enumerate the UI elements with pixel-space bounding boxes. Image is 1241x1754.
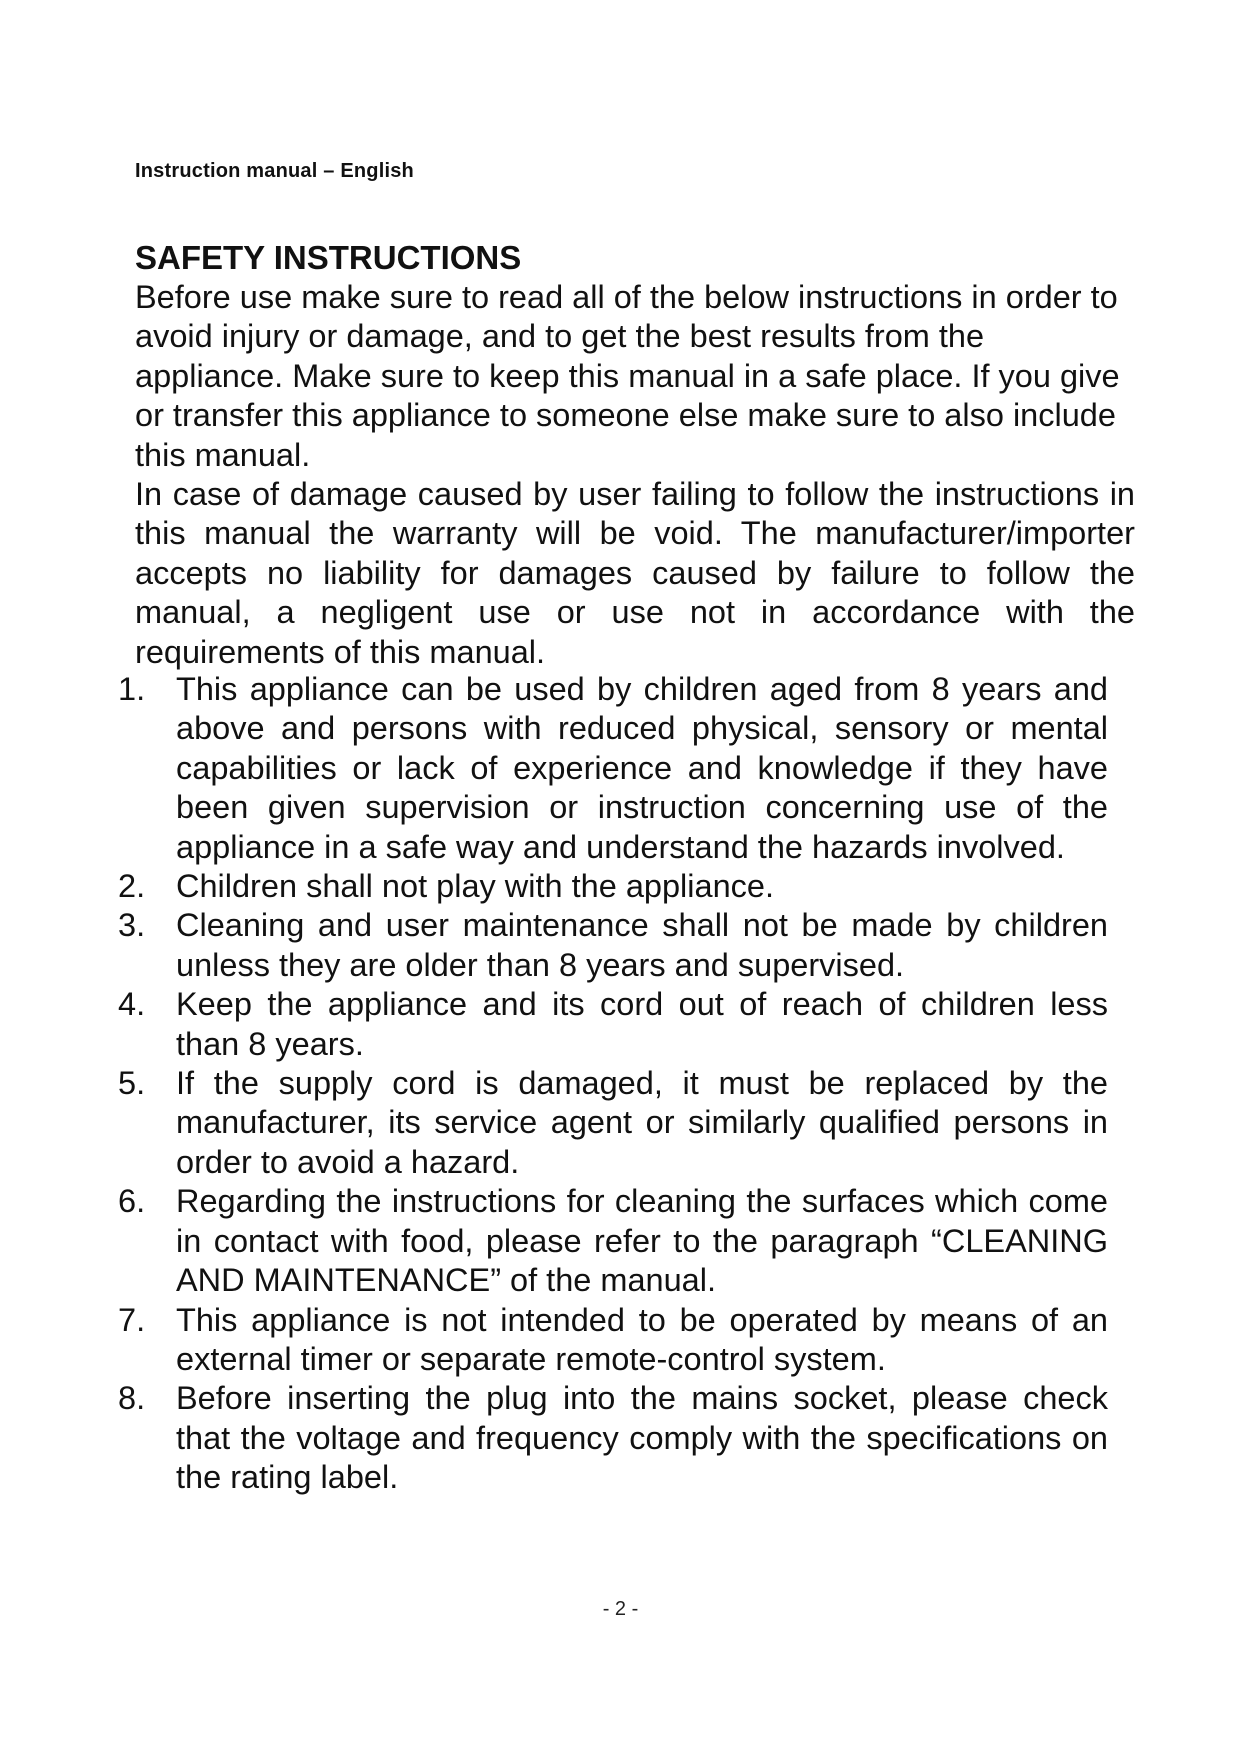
page-number: - 2 - (602, 1598, 639, 1620)
list-item (118, 1182, 1108, 1300)
warranty-paragraph: In case of damage caused by user failing to follow the instructions in this manual the warranty will be void. The manufacturer/importer accepts no liability for damages caused by failure to follow the manual, a negligent use or use not in accordance with the requirements of this manual. (135, 476, 1135, 670)
list-item-text: This appliance is not intended to be operated by means of an external timer or separate remote-control system. (176, 1301, 1108, 1377)
list-item-number: 5. (118, 1065, 146, 1102)
list-item-number: 1. (118, 671, 146, 707)
list-item-number: 2. (118, 868, 146, 905)
running-header: Instruction manual – English (135, 160, 414, 182)
list-item-text: Children shall not play with the appliance. (176, 868, 774, 905)
list-item-text: Before inserting the plug into the mains socket, please check that the voltage and frequency comply with the specifications on the rating label. (176, 1380, 1108, 1496)
list-item-number: 3. (118, 907, 146, 944)
safety-section (135, 238, 1135, 672)
section-title: SAFETY INSTRUCTIONS (135, 239, 522, 276)
list-item-number: 6. (118, 1183, 146, 1220)
list-item (118, 1301, 1108, 1380)
list-item-text: Regarding the instructions for cleaning the surfaces which come in contact with food, please refer to the paragraph “CLEANING AND MAINTENANCE” of the manual. (176, 1183, 1108, 1299)
list-item-text: This appliance can be used by children aged from 8 years and above and persons with reduced physical, sensory or mental capabilities or lack of experience and knowledge if they have been given supervision or instruction concerning use of the appliance in a safe way and understand the hazards involved. (176, 671, 1108, 865)
list-item-number: 7. (118, 1301, 146, 1338)
list-item (118, 906, 1108, 985)
list-item-number: 4. (118, 986, 146, 1023)
list-item-text: If the supply cord is damaged, it must be replaced by the manufacturer, its service agent or similarly qualified persons in order to avoid a hazard. (176, 1065, 1108, 1180)
list-item (118, 1064, 1108, 1182)
intro-paragraph: Before use make sure to read all of the below instructions in order to avoid injury or damage, and to get the best results from the appliance. Make sure to keep this manual in a safe place. If you give or transfer this appliance to someone else make sure to also include this manual. (135, 279, 1120, 473)
list-item (118, 1379, 1108, 1497)
safety-list (118, 670, 1108, 1498)
list-item-text: Cleaning and user maintenance shall not be made by children unless they are older than 8 years and supervised. (176, 907, 1108, 983)
list-item-text: Keep the appliance and its cord out of reach of children less than 8 years. (176, 986, 1108, 1062)
list-item (118, 867, 1108, 906)
list-item (118, 670, 1108, 867)
list-item (118, 985, 1108, 1064)
list-item-number: 8. (118, 1380, 146, 1417)
